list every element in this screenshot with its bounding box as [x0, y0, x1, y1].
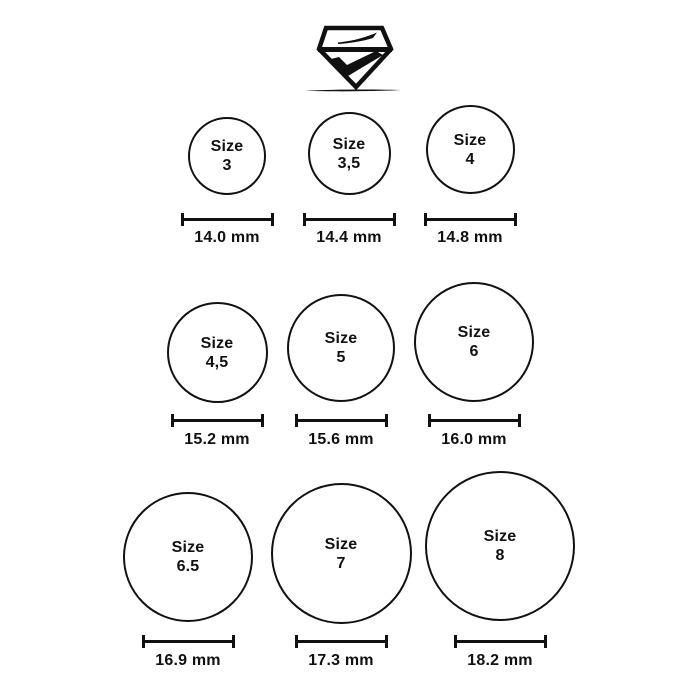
- diameter-value: 17.3 mm: [308, 652, 374, 669]
- ring-size-label: [458, 323, 491, 361]
- diameter-ruler: [428, 414, 521, 427]
- ring-size-label: [172, 538, 205, 576]
- ring-circle: [414, 282, 534, 402]
- size-value: 6: [469, 343, 479, 360]
- diamond-crown-swoosh: [338, 33, 377, 45]
- size-value: 5: [336, 349, 346, 366]
- diameter-value: 15.6 mm: [308, 431, 374, 448]
- ring-circle: [287, 294, 395, 402]
- diameter-ruler: [142, 635, 235, 648]
- diameter-value: 14.0 mm: [194, 229, 260, 246]
- diameter-ruler: [181, 213, 274, 226]
- diameter-ruler: [171, 414, 264, 427]
- diameter-value: 14.4 mm: [316, 229, 382, 246]
- size-value: 3: [222, 157, 232, 174]
- size-value: 8: [495, 547, 505, 564]
- diameter-ruler: [303, 213, 396, 226]
- ring-circle: [188, 117, 266, 195]
- size-word: Size: [171, 539, 205, 556]
- diameter-ruler: [454, 635, 547, 648]
- size-word: Size: [324, 330, 358, 347]
- diamond-outline: [319, 28, 391, 87]
- ring-circle: [425, 471, 575, 621]
- size-value: 6.5: [176, 558, 200, 575]
- diameter-ruler: [424, 213, 517, 226]
- ring-circle: [271, 483, 412, 624]
- size-word: Size: [332, 135, 366, 153]
- size-word: Size: [324, 535, 358, 553]
- diameter-value: 16.9 mm: [155, 652, 221, 669]
- size-value: 7: [336, 554, 346, 572]
- ring-size-label: [454, 131, 487, 169]
- ring-circle: [308, 112, 391, 195]
- diameter-value: 15.2 mm: [184, 431, 250, 448]
- ring-circle: [426, 105, 515, 194]
- size-word: Size: [457, 324, 491, 341]
- ring-size-label: [333, 135, 366, 173]
- ring-circle: [123, 492, 253, 622]
- diameter-value: 16.0 mm: [441, 431, 507, 448]
- size-word: Size: [200, 334, 234, 352]
- ring-size-label: [201, 334, 234, 372]
- ground-shadow: [305, 89, 401, 91]
- ring-size-label: [211, 137, 244, 175]
- diamond-check-logo: [302, 20, 406, 94]
- ring-circle: [167, 302, 268, 403]
- size-value: 3,5: [337, 154, 361, 172]
- size-word: Size: [483, 528, 517, 545]
- ring-size-label: [325, 535, 358, 573]
- size-word: Size: [210, 138, 244, 155]
- diameter-value: 18.2 mm: [467, 652, 533, 669]
- diameter-ruler: [295, 414, 388, 427]
- diameter-value: 14.8 mm: [437, 229, 503, 246]
- ring-size-label: [484, 527, 517, 565]
- ring-size-label: [325, 329, 358, 367]
- size-value: 4,5: [205, 353, 229, 371]
- diameter-ruler: [295, 635, 388, 648]
- size-word: Size: [453, 131, 487, 149]
- size-value: 4: [465, 150, 475, 168]
